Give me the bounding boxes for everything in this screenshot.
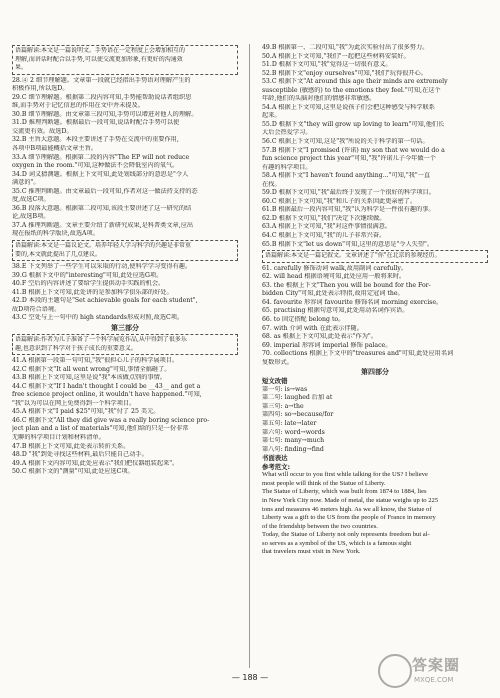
text-line: 34.D 词义猜测题。根据上下文可知,此处划线部分的意思是"令人 (12, 170, 189, 178)
left-column (12, 44, 238, 477)
text-line: 语篇解读:本文是一篇说明文。手势语在一定程度上会增加相互的 (15, 47, 186, 54)
text-line: susceptible (敏感的) to the emotions they feel."可知,在这个 (262, 86, 441, 94)
text-line: 55.D 根据下文"they will grow up loving to learn"可知,他们长 (262, 120, 445, 128)
text-line: oxygen in the room."可知,这种做法不会降低室内的氧气。 (12, 162, 179, 170)
text-line: 41.A 根据第一段第一句可知,"我"很担心儿子的科学展项目。 (12, 357, 179, 365)
text-line: 第五句: late→later (262, 420, 317, 428)
text-line: 39.G 根据下文中的"interesting"可知,此处应选G项。 (12, 271, 163, 279)
text-line: ject plan and a list of materials"可知,他们给的只是一份非常 (12, 425, 189, 433)
text-line: 54.A 根据上下文可知,这里是说孩子们会把这种感受与科学联系 (262, 103, 435, 111)
text-line: that travelers must visit in New York. (262, 548, 361, 556)
text-line: 69. imperial 形容词 imperial 修饰 palace。 (262, 341, 392, 349)
text-line: 30.B 细节理解题。由文章第三段可知,手势可以增进对他人的理解。 (12, 110, 198, 118)
section-heading: 第三部分 (111, 323, 139, 332)
text-line: 36.B 段落大意题。根据第二段可知,该段主要讲述了这一研究的结 (12, 204, 192, 212)
watermark-url: MXQE.COM (414, 676, 454, 684)
text-line: 要的,本文就此提出了几点建议。 (15, 250, 101, 258)
answer-block (262, 471, 488, 556)
text-line: 度,故选C项。 (12, 196, 50, 204)
text-line: 60.C 根据上下文可知,"我"和儿子的关系因此更亲密了。 (262, 197, 417, 205)
text-line: 70. collections 根据上下文中的"treasures and"可知,此处应用名词 (262, 350, 454, 358)
text-line: 第三句: a→the (262, 402, 304, 410)
text-line: 有趣的科学项目。 (262, 163, 312, 171)
text-line: 复数形式。 (262, 358, 293, 366)
text-line: The Statue of Liberty, which was built from 1874 to 1884, lies (262, 488, 427, 496)
text-line: 40.F 空后的内容讲述了要给学生提供动手实践的机会。 (12, 280, 165, 288)
text-line: 第七句: many→much (262, 437, 325, 445)
text-line: 64.C 根据上下文可知,"我"的儿子非常兴奋。 (262, 232, 386, 240)
text-line: 49.A 根据下文内容可知,此处应表示"我们把仪器组装起来"。 (12, 459, 179, 467)
text-line: 维,而手势对于记忆信息的作用在文中并未提及。 (12, 102, 144, 110)
text-line: 起来。 (262, 112, 281, 120)
text-line: 第二句: laughed 后加 at (262, 394, 333, 402)
text-line: 50.A 根据上下文可知,"我们"一起把这些材料安装好。 (262, 52, 410, 60)
text-line: 第一句: is→was (262, 385, 308, 393)
text-line: 52.B 根据下文"enjoy ourselves"可知,"我们"玩得很开心。 (262, 69, 427, 77)
text-line: 38.E 下文列举了一些学生可以采取的行动,使科学学习变得有趣。 (12, 263, 192, 271)
text-line: 语篇解读:本文是一篇议论文。培养年轻人学习科学的兴趣是非常重 (15, 242, 192, 250)
text-line: of the friendship between the two countries. (262, 522, 378, 530)
text-line: most people will think of the Statue of Liberty. (262, 479, 386, 487)
text-line: in New York City now. Made of metal, the statue weighs up to 225 (262, 497, 439, 505)
text-line: 53.C 根据下文"At around this age their minds are extremely (262, 78, 448, 86)
answer-block (12, 263, 238, 323)
text-line: 35.C 推理判断题。由文章最后一段可知,作者对这一做法持支持的态 (12, 187, 198, 195)
text-line: 61. carefully 修饰动词 walk,故用副词 carefully。 (262, 264, 408, 272)
text-line: tons and measures 46 meters high. As we all know, the Statue of (262, 505, 432, 513)
text-line: 63. the 根据上下文"Then you will be bound for the For- (262, 281, 431, 289)
passage-summary-box (12, 45, 238, 75)
text-line: 交流更有效。故选D。 (12, 127, 73, 135)
column-divider (249, 44, 250, 668)
text-line: 29.C 细节理解题。根据第二段内容可知,手势能帮助说话者组织思 (12, 93, 192, 101)
text-line: bidden City"可知,此处表示特指,故用定冠词 the。 (262, 290, 404, 298)
text-line: 趣,也意识到了科学对于孩子成长的重要意义。 (15, 344, 137, 352)
text-line: 66. to 固定搭配 belong to。 (262, 315, 345, 323)
text-line: 28.④ 2 细节理解题。文章第一段就已经指出手势语对理解产生的 (12, 76, 191, 84)
text-line: 现在报纸的科学版块,故选A项。 (12, 230, 99, 238)
page-number: — 188 — (231, 673, 269, 682)
text-line: 果。 (15, 64, 28, 72)
text-line: 68. as 根据上下文可知,此处表示"作为"。 (262, 333, 377, 341)
text-line: 43.B 根据上下文可知,这里是说"我"本该做点别的事情。 (12, 374, 166, 382)
text-line: Today, the Statue of Liberty not only represents freedom but al- (262, 531, 430, 539)
text-line: 31.D 推理判断题。根据最后一段可知,说话时配合手势可以使 (12, 119, 180, 127)
text-line: 第四句: so→because/for (262, 411, 334, 419)
answer-block (262, 265, 488, 368)
text-line: 语篇解读:作者为儿子准备了一个科学展览作品,从中得到了很多乐 (15, 335, 187, 343)
text-line: 积极作用,所以选D。 (12, 85, 69, 93)
text-line: Liberty was a gift to the US from the people of France in memory (262, 514, 436, 522)
subsection-heading: 书面表达 (262, 454, 288, 463)
text-line: free science project online, it wouldn't have happened."可知, (12, 391, 202, 399)
text-line: 各项中B项最能概括文章主旨。 (12, 145, 97, 153)
text-line: 46.C 根据下文"All they did give was a really boring science pro- (12, 416, 210, 424)
text-line: 44.C 根据下文"If I hadn't thought I could be __43__ and get a (12, 382, 201, 390)
text-line: 56.C 根据上下文可知,这是"我"所说的关于科学的第一句话。 (262, 138, 429, 146)
passage-summary-box (12, 334, 238, 355)
text-line: 42.C 根据下文"It all went wrong"可知,事情全搞砸了。 (12, 365, 171, 373)
text-line: 37.A 推理判断题。文章主要介绍了新研究成果,是科普类文章,应出 (12, 221, 194, 229)
text-line: 无聊的科学项目计划和材料清单。 (12, 433, 105, 441)
section-heading: 第四部分 (361, 368, 389, 377)
text-line: 42.D 本段的主题句是"Set achievable goals for each student", (12, 297, 198, 305)
text-line: 61.B 根据最后一段内容可知,"我"认为科学是一件很有趣的事。 (262, 206, 435, 214)
answer-block (262, 386, 488, 454)
text-line: 59.D 根据下文可知,"我"最后终于发现了一个很好的科学项目。 (262, 189, 435, 197)
watermark-title: 答案圈 (412, 656, 461, 674)
text-line: 62.D 根据下文可知,"我们"决定下次继续做。 (262, 214, 386, 222)
text-line: 50.C 根据下文的"测量"可知,此处应选C项。 (12, 468, 134, 476)
text-line: fun science project this year"可知,"我"许诺儿子今年做一个 (262, 155, 436, 163)
text-line: What will occur to you first while talking for the US? I believe (262, 471, 428, 479)
answer-block (262, 44, 488, 249)
text-line: 年龄,他们的头脑对他们的情感非常敏感。 (262, 95, 376, 103)
text-line: 33.A 细节理解题。根据第二段的内容"The EP will not reduce (12, 153, 190, 161)
watermark-circle-icon (378, 654, 412, 688)
answer-block (12, 357, 238, 477)
text-line: 62. will head 根据语境可知,此处应用一般将来时。 (262, 273, 406, 281)
text-line: 32.B 主旨大意题。本段主要讲述了手势在交流中的重要作用, (12, 136, 179, 144)
passage-summary-box (12, 240, 238, 261)
text-line: 41.B 根据上下文可知,此处讲的是参加科学俱乐部的好处。 (12, 288, 173, 296)
subsection-heading: 参考范文: (262, 462, 291, 471)
text-line: 67. with 介词 with 在此表示伴随。 (262, 324, 363, 332)
text-line: 论,故选B项。 (12, 213, 50, 221)
text-line: 49.B 根据第一、二段可知,"我"为此次实验付出了很多努力。 (262, 44, 429, 51)
text-line: 48.D "我"到处寻找这些材料,最后只能自己动手。 (12, 451, 148, 459)
text-line: 第八句: finding→find (262, 445, 324, 453)
text-line: 47.B 根据上下文可知,此处表示转折关系。 (12, 442, 130, 450)
text-line: 45.A 根据下文"I paid $25"可知,"我"付了 25 美元。 (12, 408, 160, 416)
text-line: 57.B 根据下文"I promised (许诺) my son that we would do a (262, 146, 445, 154)
text-line: 43.C 空处与上一句中的 high standards形成对照,故选C项。 (12, 314, 184, 322)
text-line: 58.A 根据下文"I haven't found anything..."可知,"我"一直 (262, 172, 431, 180)
text-line: 65.B 根据下文"let us down"可知,这里的意思是"令人失望"。 (262, 240, 434, 248)
text-line: so serves as a symbol of the US, which is a famous sight (262, 539, 412, 547)
subsection-heading: 短文改错 (262, 377, 288, 386)
passage-summary-box (262, 250, 488, 263)
text-line: 故D项符合语境。 (12, 305, 61, 313)
text-line: 理解,而讲话时配合以手势,可以使交流更加形象,有更好的沟通效 (15, 55, 183, 63)
text-line: 64. favourite 形容词 favourite 修饰名词 morning exercise。 (262, 298, 443, 306)
text-line: 满意的"。 (12, 179, 40, 187)
text-line: 65. practising 根据句意可知,此处用动名词作宾语。 (262, 307, 409, 315)
text-line: 在找。 (262, 180, 281, 188)
text-line: 第六句: word→words (262, 428, 325, 436)
text-line: 大后会热爱学习。 (262, 129, 312, 137)
right-column (262, 44, 488, 557)
text-line: "我"以为可以在网上免费得到一个科学项目。 (12, 399, 136, 407)
text-line: 51.D 根据下文可知,"我"觉得这一切很有意义。 (262, 61, 392, 69)
watermark-logo (378, 652, 494, 692)
answer-block (12, 77, 238, 239)
text-line: 语篇解读:本文是一篇记叙文。文章讲述了"你"在北京的参观经历。 (265, 252, 441, 260)
text-line: 63.A 根据上下文可知,"我"对这件事情很满意。 (262, 223, 392, 231)
